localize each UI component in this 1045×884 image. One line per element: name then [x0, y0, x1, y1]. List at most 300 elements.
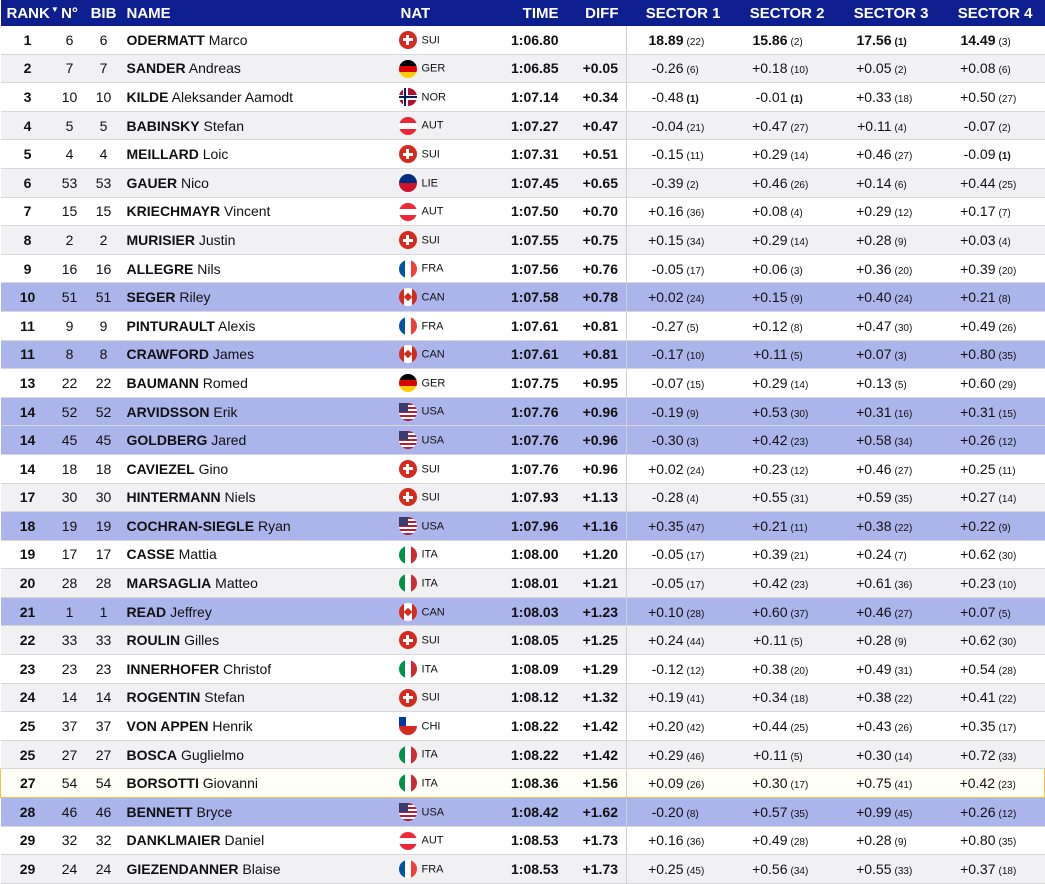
sector2-value: +0.56: [752, 861, 788, 878]
number-cell: 37: [55, 712, 85, 741]
athlete-first-name: Nico: [180, 174, 209, 191]
sector2-rank: (34): [790, 866, 809, 878]
sector1-cell: [627, 26, 733, 54]
bib-cell: 9: [85, 311, 123, 340]
athlete-first-name: Marco: [208, 31, 248, 48]
result-row[interactable]: [1, 769, 1045, 798]
sector3-cell: [837, 26, 941, 54]
col-diff-header[interactable]: DIFF: [567, 0, 627, 26]
sector1-rank: (8): [686, 808, 699, 820]
athlete-last-name: READ: [126, 603, 167, 620]
sector4-rank: (35): [998, 837, 1017, 849]
bib-cell: 30: [85, 483, 123, 512]
sector1-rank: (5): [686, 322, 699, 334]
diff-cell: +0.95: [567, 369, 627, 398]
athlete-first-name: Daniel: [224, 832, 265, 849]
sector1-rank: (26): [686, 780, 705, 792]
bib-cell: 19: [85, 512, 123, 541]
col-rank-header[interactable]: [1, 0, 59, 26]
sector4-cell: [941, 369, 1045, 398]
result-row[interactable]: [1, 454, 1045, 483]
bib-cell: 2: [85, 226, 123, 255]
rank-cell: 11: [1, 311, 55, 340]
nat-code: SUI: [421, 491, 440, 504]
sector2-value: +0.23: [752, 460, 788, 477]
nat-cell: [397, 540, 481, 569]
sector3-value: +0.28: [856, 832, 892, 849]
sector3-cell: [837, 226, 941, 255]
diff-cell: +0.76: [567, 254, 627, 283]
result-row[interactable]: [1, 340, 1045, 369]
sector1-rank: (10): [686, 351, 705, 363]
sector4-rank: (17): [998, 723, 1017, 735]
sector3-cell: [837, 83, 941, 112]
result-row[interactable]: [1, 140, 1045, 169]
sui-flag-icon: [399, 145, 417, 163]
sector1-cell: [627, 540, 733, 569]
sector3-cell: [837, 168, 941, 197]
sector2-cell: [733, 54, 837, 83]
rank-cell: 14: [1, 454, 55, 483]
result-row[interactable]: [1, 569, 1045, 598]
number-cell: 45: [55, 426, 85, 455]
sector2-rank: (14): [790, 236, 809, 248]
nat-code: FRA: [421, 863, 444, 876]
sector3-cell: [837, 540, 941, 569]
rank-cell: 10: [1, 283, 55, 312]
sector2-cell: [733, 311, 837, 340]
sector1-rank: (3): [686, 437, 699, 449]
sector3-value: +0.55: [856, 861, 892, 878]
sector4-rank: (1): [998, 151, 1011, 163]
sector3-cell: [837, 626, 941, 655]
sector3-rank: (9): [894, 837, 907, 849]
sector3-cell: [837, 740, 941, 769]
sector4-value: +0.62: [960, 546, 996, 563]
sector2-cell: [733, 111, 837, 140]
sector4-rank: (15): [998, 408, 1017, 420]
sector3-value: +0.46: [856, 603, 892, 620]
sector3-rank: (33): [894, 866, 913, 878]
sector3-rank: (45): [894, 808, 913, 820]
col-sector3-header[interactable]: SECTOR 3: [837, 0, 941, 26]
diff-cell: +1.13: [567, 483, 627, 512]
sector1-value: +0.24: [648, 632, 684, 649]
rank-cell: 3: [1, 83, 55, 112]
sector3-value: +0.36: [856, 260, 892, 277]
athlete-last-name: CASSE: [126, 546, 175, 563]
diff-cell: +0.47: [567, 111, 627, 140]
sector4-rank: (4): [998, 236, 1011, 248]
result-row[interactable]: [1, 83, 1045, 112]
sector4-rank: (30): [998, 637, 1017, 649]
result-row[interactable]: [1, 254, 1045, 283]
aut-flag-icon: [399, 117, 417, 135]
rank-cell: 17: [1, 483, 55, 512]
sector4-cell: [941, 54, 1045, 83]
sector4-value: +0.54: [960, 660, 996, 677]
athlete-last-name: PINTURAULT: [126, 317, 215, 334]
sector3-value: +0.33: [856, 88, 892, 105]
sector4-value: +0.72: [960, 746, 996, 763]
result-row[interactable]: [1, 54, 1045, 83]
sector4-value: +0.08: [960, 60, 996, 77]
sector1-cell: [627, 855, 733, 884]
name-cell: [123, 226, 397, 255]
sector3-cell: [837, 769, 941, 798]
result-row[interactable]: [1, 111, 1045, 140]
bib-cell: 10: [85, 83, 123, 112]
athlete-last-name: BOSCA: [126, 746, 178, 763]
result-row[interactable]: [1, 683, 1045, 712]
col-sector1-header[interactable]: SECTOR 1: [627, 0, 733, 26]
col-nat-header[interactable]: NAT: [397, 0, 481, 26]
ita-flag-icon: [399, 774, 417, 792]
sector1-value: +0.35: [648, 517, 684, 534]
col-time-header[interactable]: TIME: [481, 0, 567, 26]
sector1-cell: [627, 798, 733, 827]
sector1-cell: [627, 140, 733, 169]
bib-cell: 23: [85, 655, 123, 684]
result-row[interactable]: [1, 26, 1045, 54]
sector4-rank: (22): [998, 694, 1017, 706]
sector2-value: +0.08: [752, 203, 788, 220]
time-cell: 1:08.09: [481, 655, 567, 684]
sector3-value: +0.11: [857, 117, 892, 134]
sector1-cell: [627, 397, 733, 426]
bib-cell: 15: [85, 197, 123, 226]
sector1-cell: [627, 769, 733, 798]
sector1-cell: [627, 111, 733, 140]
nat-cell: [397, 569, 481, 598]
bib-cell: 32: [85, 826, 123, 855]
time-cell: 1:08.22: [481, 712, 567, 741]
diff-cell: +1.56: [567, 769, 627, 798]
results-body: [1, 26, 1045, 883]
nat-cell: [397, 340, 481, 369]
sector2-value: +0.44: [752, 718, 788, 735]
athlete-first-name: Mattia: [178, 546, 217, 563]
sector1-cell: [627, 83, 733, 112]
bib-cell: 1: [85, 597, 123, 626]
sector3-rank: (26): [894, 723, 913, 735]
nat-cell: [397, 740, 481, 769]
sui-flag-icon: [399, 689, 417, 707]
name-cell: [123, 26, 397, 54]
sector1-value: -0.48: [651, 88, 684, 105]
sector2-rank: (27): [790, 122, 809, 134]
number-cell: 23: [55, 655, 85, 684]
sector3-value: +0.58: [856, 432, 892, 449]
athlete-first-name: Henrik: [212, 718, 253, 735]
sector1-cell: [627, 655, 733, 684]
athlete-first-name: Andreas: [188, 60, 241, 77]
bib-cell: 51: [85, 283, 123, 312]
diff-cell: +0.96: [567, 426, 627, 455]
sector4-value: 14.49: [960, 31, 996, 48]
sector4-cell: [941, 826, 1045, 855]
sector2-rank: (31): [790, 494, 809, 506]
rank-cell: 5: [1, 140, 55, 169]
sector4-rank: (35): [998, 351, 1017, 363]
sector1-value: +0.02: [648, 460, 684, 477]
sector4-value: +0.03: [960, 231, 996, 248]
sector3-cell: [837, 140, 941, 169]
athlete-last-name: ROULIN: [126, 632, 181, 649]
diff-cell: +1.32: [567, 683, 627, 712]
sector2-rank: (26): [790, 179, 809, 191]
name-cell: [123, 569, 397, 598]
sector3-rank: (22): [894, 694, 913, 706]
sector3-cell: [837, 197, 941, 226]
sector1-rank: (34): [686, 236, 705, 248]
athlete-first-name: Riley: [179, 289, 211, 306]
name-cell: [123, 197, 397, 226]
sector3-rank: (24): [894, 294, 913, 306]
number-cell: 51: [55, 283, 85, 312]
fra-flag-icon: [399, 860, 417, 878]
sector3-cell: [837, 426, 941, 455]
time-cell: 1:07.93: [481, 483, 567, 512]
name-cell: [123, 83, 397, 112]
sector1-cell: [627, 283, 733, 312]
number-cell: 54: [55, 769, 85, 798]
nat-cell: [397, 397, 481, 426]
sector2-rank: (12): [790, 465, 809, 477]
diff-cell: +1.23: [567, 597, 627, 626]
sector4-value: +0.17: [960, 203, 996, 220]
athlete-first-name: Matteo: [215, 575, 258, 592]
sector4-cell: [941, 483, 1045, 512]
rank-cell: 29: [1, 826, 55, 855]
sector3-rank: (9): [894, 637, 907, 649]
athlete-last-name: GIEZENDANNER: [126, 861, 239, 878]
sector1-value: +0.19: [648, 689, 684, 706]
sector4-cell: [941, 140, 1045, 169]
diff-cell: +0.96: [567, 397, 627, 426]
sector3-cell: [837, 798, 941, 827]
col-name-header[interactable]: NAME: [123, 0, 397, 26]
nat-cell: [397, 798, 481, 827]
nat-code: USA: [421, 805, 445, 818]
result-row[interactable]: [1, 740, 1045, 769]
sector4-value: -0.09: [963, 146, 996, 163]
sector1-value: +0.02: [648, 289, 684, 306]
result-row[interactable]: [1, 397, 1045, 426]
sector2-value: +0.38: [752, 660, 788, 677]
sector1-value: -0.12: [651, 660, 684, 677]
result-row[interactable]: [1, 426, 1045, 455]
diff-cell: +0.75: [567, 226, 627, 255]
sector3-value: +0.59: [856, 489, 892, 506]
sector2-rank: (17): [790, 780, 809, 792]
sector4-value: +0.60: [960, 374, 996, 391]
athlete-last-name: BENNETT: [126, 803, 193, 820]
sector2-cell: [733, 140, 837, 169]
ita-flag-icon: [399, 574, 417, 592]
sector2-cell: [733, 397, 837, 426]
sector2-rank: (30): [790, 408, 809, 420]
rank-cell: 22: [1, 626, 55, 655]
col-sector2-header[interactable]: SECTOR 2: [733, 0, 837, 26]
result-row[interactable]: [1, 168, 1045, 197]
sector1-value: 18.89: [648, 31, 684, 48]
sector3-rank: (5): [894, 379, 907, 391]
rank-cell: 6: [1, 168, 55, 197]
sector3-rank: (9): [894, 236, 907, 248]
usa-flag-icon: [399, 431, 417, 449]
sector2-value: +0.15: [752, 289, 788, 306]
nat-cell: [397, 512, 481, 541]
sector1-rank: (21): [686, 122, 705, 134]
col-number-header[interactable]: N°: [55, 0, 85, 26]
result-row[interactable]: [1, 655, 1045, 684]
result-row[interactable]: [1, 369, 1045, 398]
result-row[interactable]: [1, 855, 1045, 884]
sector1-value: -0.28: [651, 489, 684, 506]
result-row[interactable]: [1, 311, 1045, 340]
sector2-cell: [733, 626, 837, 655]
result-row[interactable]: [1, 626, 1045, 655]
sector3-rank: (12): [894, 208, 913, 220]
rank-cell: 25: [1, 740, 55, 769]
nat-cell: [397, 483, 481, 512]
bib-cell: 24: [85, 855, 123, 884]
result-row[interactable]: [1, 483, 1045, 512]
sector3-value: +0.38: [856, 517, 892, 534]
nat-code: USA: [421, 520, 445, 533]
result-row[interactable]: [1, 540, 1045, 569]
rank-cell: 25: [1, 712, 55, 741]
time-cell: 1:07.45: [481, 168, 567, 197]
number-cell: 18: [55, 454, 85, 483]
sector4-value: +0.62: [960, 632, 996, 649]
can-flag-icon: [399, 603, 417, 621]
sector2-cell: [733, 197, 837, 226]
sector4-value: +0.37: [960, 861, 996, 878]
sector3-rank: (18): [894, 93, 913, 105]
athlete-last-name: CAVIEZEL: [126, 460, 195, 477]
time-cell: 1:08.36: [481, 769, 567, 798]
sector3-value: +0.47: [856, 317, 892, 334]
ger-flag-icon: [399, 374, 417, 392]
sector3-cell: [837, 340, 941, 369]
sector3-value: +0.24: [856, 546, 892, 563]
sector2-rank: (35): [790, 808, 809, 820]
sector2-cell: [733, 569, 837, 598]
sector2-cell: [733, 655, 837, 684]
nat-code: CAN: [421, 291, 445, 304]
sector4-rank: (12): [998, 437, 1017, 449]
col-bib-header[interactable]: BIB: [85, 0, 123, 26]
nat-cell: [397, 168, 481, 197]
sector1-rank: (1): [686, 93, 699, 105]
sector2-cell: [733, 254, 837, 283]
nat-code: ITA: [421, 663, 438, 675]
rank-cell: 28: [1, 798, 55, 827]
time-cell: 1:08.22: [481, 740, 567, 769]
result-row[interactable]: [1, 826, 1045, 855]
result-row[interactable]: [1, 712, 1045, 741]
sector2-value: +0.55: [752, 489, 788, 506]
result-row[interactable]: [1, 197, 1045, 226]
sector2-value: 15.86: [752, 31, 788, 48]
result-row[interactable]: [1, 798, 1045, 827]
rank-cell: 19: [1, 540, 55, 569]
sector4-value: +0.50: [960, 88, 996, 105]
result-row[interactable]: [1, 226, 1045, 255]
sector4-value: +0.21: [960, 289, 996, 306]
nat-cell: [397, 769, 481, 798]
athlete-first-name: Niels: [224, 489, 256, 506]
sector3-rank: (27): [894, 608, 913, 620]
sector4-cell: [941, 798, 1045, 827]
sector2-cell: [733, 83, 837, 112]
rank-cell: 21: [1, 597, 55, 626]
result-row[interactable]: [1, 597, 1045, 626]
nat-code: ITA: [421, 748, 438, 761]
athlete-first-name: Jared: [211, 432, 247, 449]
sector2-cell: [733, 226, 837, 255]
sector3-cell: [837, 512, 941, 541]
athlete-last-name: COCHRAN-SIEGLE: [126, 517, 255, 534]
diff-cell: +1.21: [567, 569, 627, 598]
sector1-cell: [627, 311, 733, 340]
chi-flag-icon: [399, 717, 417, 735]
sector4-value: +0.42: [959, 775, 995, 792]
sector2-value: +0.29: [752, 231, 788, 248]
name-cell: [123, 168, 397, 197]
athlete-last-name: ALLEGRE: [126, 260, 194, 277]
ita-flag-icon: [399, 546, 417, 564]
bib-cell: 28: [85, 569, 123, 598]
result-row[interactable]: [1, 283, 1045, 312]
athlete-first-name: Nils: [197, 260, 221, 277]
sector4-value: +0.41: [960, 689, 996, 706]
sector3-value: +0.46: [856, 146, 892, 163]
athlete-first-name: Blaise: [242, 861, 281, 878]
number-cell: 5: [55, 111, 85, 140]
sector1-value: +0.29: [648, 746, 684, 763]
number-cell: 24: [55, 855, 85, 884]
nat-cell: [397, 369, 481, 398]
athlete-last-name: HINTERMANN: [126, 489, 221, 506]
sector1-cell: [627, 254, 733, 283]
sector3-rank: (1): [894, 36, 907, 48]
name-cell: [123, 826, 397, 855]
sector4-rank: (2): [998, 122, 1011, 134]
sector2-value: +0.34: [752, 689, 788, 706]
sector1-rank: (15): [686, 379, 705, 391]
sector1-rank: (42): [686, 723, 705, 735]
diff-cell: +0.81: [567, 311, 627, 340]
number-cell: 9: [55, 311, 85, 340]
sector1-cell: [627, 54, 733, 83]
bib-cell: 53: [85, 168, 123, 197]
time-cell: 1:06.85: [481, 54, 567, 83]
athlete-last-name: BORSOTTI: [126, 775, 199, 792]
sector4-rank: (30): [998, 551, 1017, 563]
result-row[interactable]: [1, 512, 1045, 541]
sector3-value: +0.40: [856, 289, 892, 306]
col-sector4-header[interactable]: SECTOR 4: [941, 0, 1045, 26]
sector1-rank: (11): [686, 151, 704, 163]
athlete-last-name: SEGER: [126, 289, 176, 306]
sector2-value: +0.29: [752, 146, 788, 163]
sector4-rank: (3): [998, 36, 1011, 48]
diff-cell: +1.73: [567, 826, 627, 855]
sector4-rank: (20): [998, 265, 1017, 277]
